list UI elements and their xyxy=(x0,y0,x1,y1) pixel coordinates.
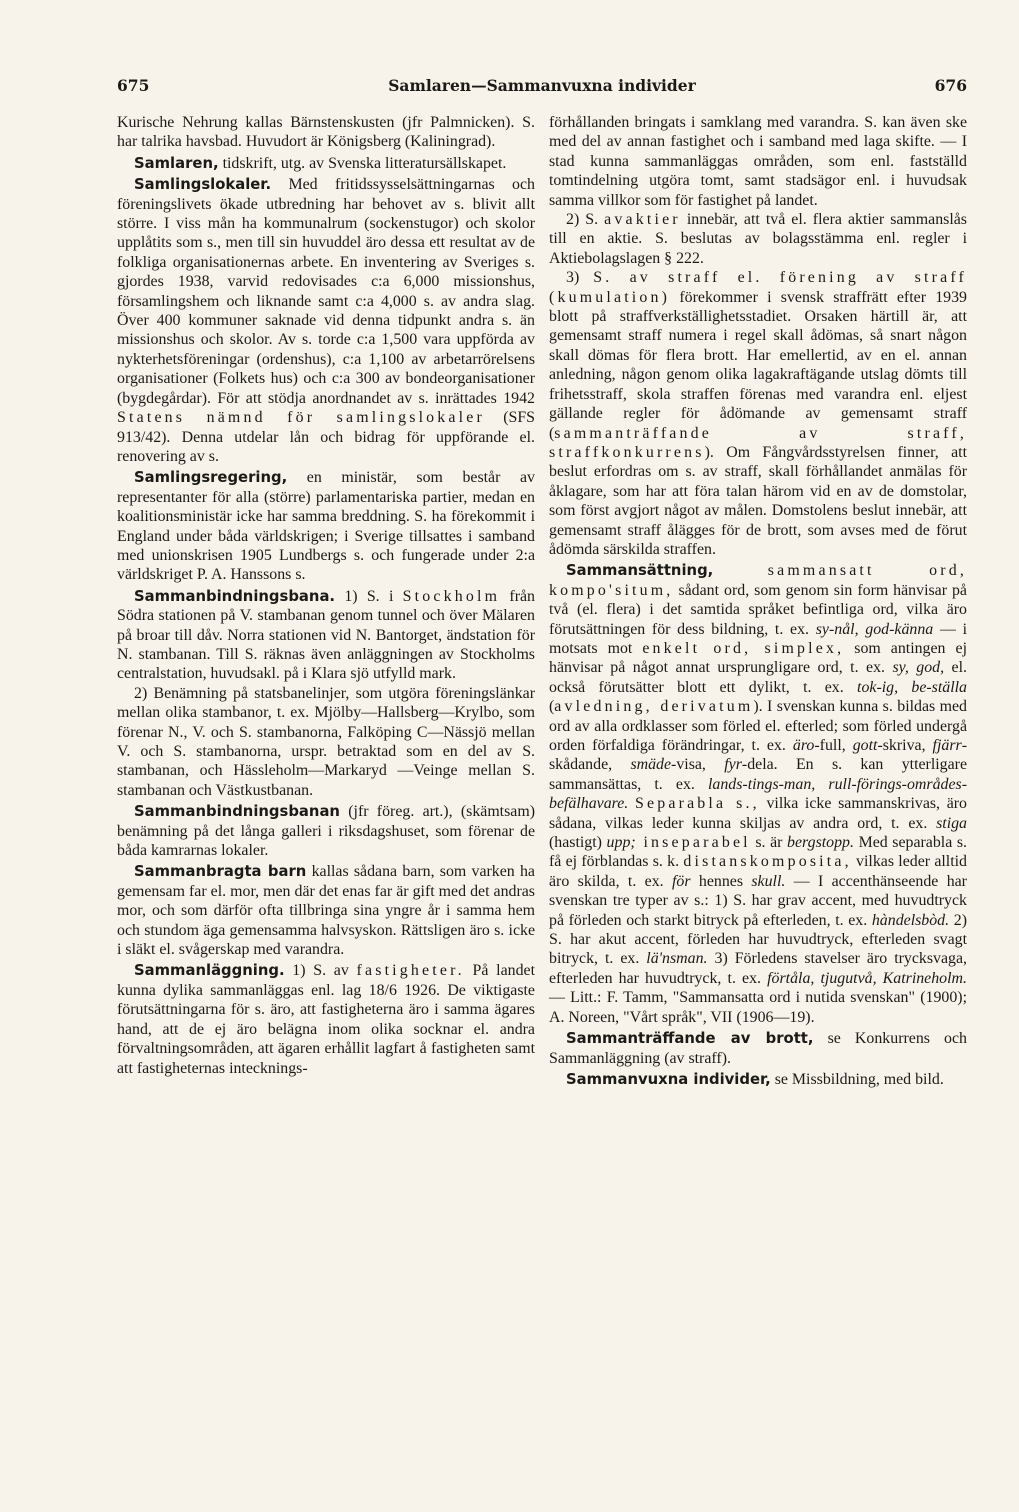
example-word: smäde xyxy=(630,756,672,774)
example-word: hàndelsbòd. xyxy=(871,911,950,929)
entry-samlingslokaler xyxy=(117,175,535,466)
entry-text: (hastigt) xyxy=(549,834,607,852)
example-word: skull. xyxy=(751,872,786,890)
example-word: tok-ig, be-ställa xyxy=(857,678,967,696)
running-header xyxy=(117,76,967,100)
entry-text: 2) S. har akut accent, förleden har huvudtryck, efterleden svagt bitryck, t. ex. xyxy=(549,911,967,968)
left-column xyxy=(117,113,535,1078)
example-word: upp; xyxy=(606,834,636,852)
example-word: lä'nsman. xyxy=(646,950,708,968)
entry-text: kallas sådana barn, som varken ha gemensam far el. mor, men där det enas far är gift med det andras mor, och som därför ofta tillbringa sina yngre år i samma hem och stundom äga gemensamma halvsyskon. Rättsligen äro s. icke i släkt el. svågerskap med varandra. xyxy=(117,863,535,959)
entry-samlingsregering xyxy=(117,468,535,584)
example-word: sy-nål, god-känna xyxy=(815,620,934,638)
entry-text: Kurische Nehrung kallas Bärnstenskusten (jfr Palmnicken). S. har talrika havsbad. Huvudort är Königsberg (Kaliningrad). xyxy=(117,114,535,151)
example-word: bergstopp. xyxy=(787,834,854,852)
entry-text xyxy=(628,795,635,812)
entry-text: vilka icke sammanskrivas, äro sådana, vilkas leder kunna skiljas av andra ord, t. ex. xyxy=(549,795,967,832)
entry-text: se Konkurrens och Sammanläggning (av straff). xyxy=(549,1030,967,1067)
spaced-term: avledning, derivatum xyxy=(554,698,754,716)
spaced-term: Separabla s., xyxy=(634,795,760,813)
spaced-term: fastigheter. xyxy=(356,962,465,980)
example-word: sy, god, xyxy=(892,659,945,677)
headword: Sammanbindningsbana. xyxy=(134,587,336,605)
entry-text: 1) S. i xyxy=(335,587,403,605)
entry-sammanbindningsbanan xyxy=(117,802,535,860)
entry-text: -skådande, xyxy=(549,737,967,774)
entry-text: s. är xyxy=(750,834,788,852)
entry-text: -full, xyxy=(814,737,853,754)
entry-text: 2) S. xyxy=(566,211,605,229)
headword: Samlingslokaler. xyxy=(134,176,272,194)
spaced-term: enkelt ord, simplex, xyxy=(642,639,845,657)
entry-text: från Södra stationen på V. stambanan genom tunnel och över Mälaren på broar till dåv. Norra stationen vid N. Bantorget, ändstation för N. stambanan. Till S. räknas även anläggningen av Stockholms centralstation, huvudsakl. på i Klara sjö utfylld mark. xyxy=(117,587,535,683)
example-word: gott xyxy=(852,737,878,754)
example-word: fjärr xyxy=(932,737,962,754)
spaced-term: S. av straff el. förening av straff (kumulation) xyxy=(549,269,967,306)
example-word: stiga xyxy=(936,814,967,832)
entry-text: — I accenthänseende har svenskan tre typer av s.: 1) S. har grav accent, med huvudtryck på förleden och starkt bitryck på efterleden, t. ex. xyxy=(549,872,967,929)
headword: Samlingsregering, xyxy=(134,469,288,487)
entry-text: hennes xyxy=(690,872,752,890)
entry-continuation xyxy=(117,113,535,152)
entry-text: På landet kunna dylika sammanläggas enl. lag 18/6 1926. De viktigaste förutsättningarna för s. äro, att fastigheterna äro i samma ägares hand, att de ej äro belägna inom olika socknar el. andra förvaltningsområden, att ägaren erhållit lagfart å fastigheten samt att fastigheternas intecknings- xyxy=(117,962,535,1077)
entry-continuation xyxy=(549,113,967,210)
spaced-term: sammanträffande av straff, straffkonkurrens xyxy=(549,424,967,461)
entry-samlaren xyxy=(117,154,535,173)
entry-text: -visa, xyxy=(671,756,725,774)
entry-text: -dela. En s. kan ytterligare sammansättas, t. ex. xyxy=(549,756,967,793)
entry-text: sådant ord, som genom sin form hänvisar på två (el. flera) i det samtida språket befintliga ord, vilka äro förutsättningen för dess bildning, t. ex. xyxy=(549,581,967,638)
entry-text: — i motsats mot xyxy=(549,620,967,657)
entry-sammanbindningsbana-2 xyxy=(117,684,535,800)
entry-text: 1) S. av xyxy=(284,962,357,980)
right-column xyxy=(549,113,967,1089)
entry-text: 3) Förledens stavelser äro trycksvaga, efterleden har huvudtryck, t. ex. xyxy=(549,950,967,987)
headword: Sammanträffande av brott, xyxy=(566,1030,814,1048)
entry-text: ). I svenskan kunna s. bildas med ord av alla ordklasser som förled el. efterled; som förled undergå orden förfaldiga förändringar, t. ex. xyxy=(549,698,967,754)
spaced-term: inseparabel xyxy=(635,834,751,852)
headword: Sammansättning, xyxy=(566,562,714,580)
entry-sammanlaggning-2 xyxy=(549,210,967,268)
entry-text: en ministär, som består av representanter för alla (större) parlamentariska partier, medan en koalitionsministär icke har samma breddning. S. ha förekommit i England under båda världskrigen; i Sverige tillsattes i samband med unionskrisen 1905 Lundbergs s. och fungerade under 2:a världskriget P. A. Hanssons s. xyxy=(117,469,535,584)
entry-text: — Litt.: F. Tamm, "Sammansatta ord i nutida svenskan" (1900); A. Noreen, "Vårt språk", VII (1906—19). xyxy=(549,989,967,1026)
headword: Sammanbragta barn xyxy=(134,863,307,881)
spaced-term: avaktier xyxy=(604,211,681,229)
entry-text: el. också förutsätter blott ett dylikt, t. ex. xyxy=(549,659,967,696)
entry-text: Med separabla s. få ej förblandas s. k. xyxy=(549,834,967,871)
entry-text: ( xyxy=(549,698,555,716)
example-word: fyr xyxy=(724,756,742,774)
entry-text: (SFS 913/42). Denna utdelar lån och bidrag för uppförande el. renovering av s. xyxy=(117,409,535,465)
entry-text: tidskrift, utg. av Svenska litteratursällskapet. xyxy=(218,154,507,172)
entry-sammanbindningsbana xyxy=(117,587,535,684)
headword: Sammanvuxna individer, xyxy=(566,1070,771,1088)
entry-text: 3) xyxy=(566,269,594,287)
entry-text: förekommer i svensk straffrätt efter 1939 blott på straffverkställighetsstadiet. Orsaken härtill är, att gemensamt straff numera i regel skall ådömas, så snart någon skall dömas för flera brott. Har emellertid, av en el. annan anledning, någon genom olika lagakraftägande utslag dömts till frihetsstraff, skola straffen förenas med varandra enl. eljest gällande regler för ådömande av gemensamt straff ( xyxy=(549,288,967,442)
entry-text: förhållanden bringats i samklang med varandra. S. kan även ske med del av annan fastighet och i samband med laga skifte. — I stad kunna sammanläggas områden, som enl. fastställd tomtindelning utgöra tomt, samt stadsägor enl. i huvudsak samma villkor som för fastighet på landet. xyxy=(549,114,967,209)
entry-text: som antingen ej hänvisar på något annat ursprungligare ord, t. ex. xyxy=(549,639,967,677)
entry-text: 2) Benämning på statsbanelinjer, som utgöra föreningslänkar mellan olika stambanor, t. ex. Mjölby—Hallsberg—Krylbo, som förenar N., V. och S. stambanorna, Falköping C—Nässjö mellan V. och S. stambanorna, urspr. betraktad som en del av S. stambanan, och Hässleholm—Markaryd —Veinge mellan S. stambanan och Västkustbanan. xyxy=(117,684,535,799)
example-word: äro xyxy=(792,737,815,754)
entry-sammantraffande xyxy=(549,1029,967,1068)
entry-text: ). Om Fångvårdsstyrelsen finner, att beslut erfordras om s. av straff, skall förhållandet anmälas för åklagare, som har att föra talan härom vid en av de domstolar, som först avgjort något av målen. Domstolens beslut innebär, att gemensamt straff ålägges för de brott, som avses med de förut ådömda särskilda straffen. xyxy=(549,443,967,558)
headword: Samlaren, xyxy=(134,154,219,172)
spaced-term: sammansatt ord, kompo'situm, xyxy=(549,562,967,599)
entry-sammanbragta-barn xyxy=(117,862,535,959)
entry-sammanlaggning xyxy=(117,961,535,1077)
entry-sammanvuxna-individer xyxy=(549,1070,967,1089)
spaced-term: distanskomposita, xyxy=(683,853,852,871)
entry-text: vilkas leder alltid äro skilda, t. ex. xyxy=(549,853,967,890)
example-word: för xyxy=(671,872,691,890)
example-word: förtåla, tjugutvå, Katrineholm. xyxy=(767,969,967,987)
headword: Sammanbindningsbanan xyxy=(134,803,340,821)
entry-text: innebär, att två el. flera aktier sammanslås till en aktie. S. beslutas av bolagsstämma enl. regler i Aktiebolagslagen § 222. xyxy=(549,211,967,267)
entry-sammanlaggning-3 xyxy=(549,268,967,559)
spaced-term: Stockholm xyxy=(402,587,501,605)
left-page-number: 675 xyxy=(117,76,150,95)
entry-text: -skriva, xyxy=(877,737,933,754)
entry-text: se Missbildning, med bild. xyxy=(770,1070,944,1088)
example-word: lands-tings-man, rull-förings-områdes-befälhavare. xyxy=(549,775,967,813)
headword: Sammanläggning. xyxy=(134,962,285,980)
entry-text: Med fritidssysselsättningarnas och föreningslivets ökade utbredning har behovet av s. blivit allt större. I viss mån ha kommunalrum (sockenstugor) och skolor upplåtits som s., men till sin huvuddel äro dessa ett resultat av de folkliga organisationernas arbete. En inventering av Sveriges s. gjordes 1938, varvid redovisades c:a 6,000 missionshus, församlingshem och liknande samt c:a 4,000 s. av andra slag. Över 400 kommuner saknade vid denna tidpunkt andra s. än missionshus och skolor. Av s. torde c:a 1,500 vara uppförda av nykterhetsföreningar (ordenshus), c:a 1,100 av arbetarrörelsens organisationer (Folkets hus) och c:a 300 av bondeorganisationer (bygdegårdar). För att stödja anordnandet av s. inrättades 1942 xyxy=(117,176,535,407)
entry-text: (jfr föreg. art.), (skämtsam) benämning på det långa galleri i riksdagshuset, som förenar de båda kamrarnas lokaler. xyxy=(117,803,535,860)
running-title: Samlaren—Sammanvuxna individer xyxy=(388,76,696,95)
entry-sammansattning xyxy=(549,561,967,1027)
spaced-term: Statens nämnd för samlingslokaler xyxy=(117,409,485,427)
right-page-number: 676 xyxy=(934,76,967,95)
